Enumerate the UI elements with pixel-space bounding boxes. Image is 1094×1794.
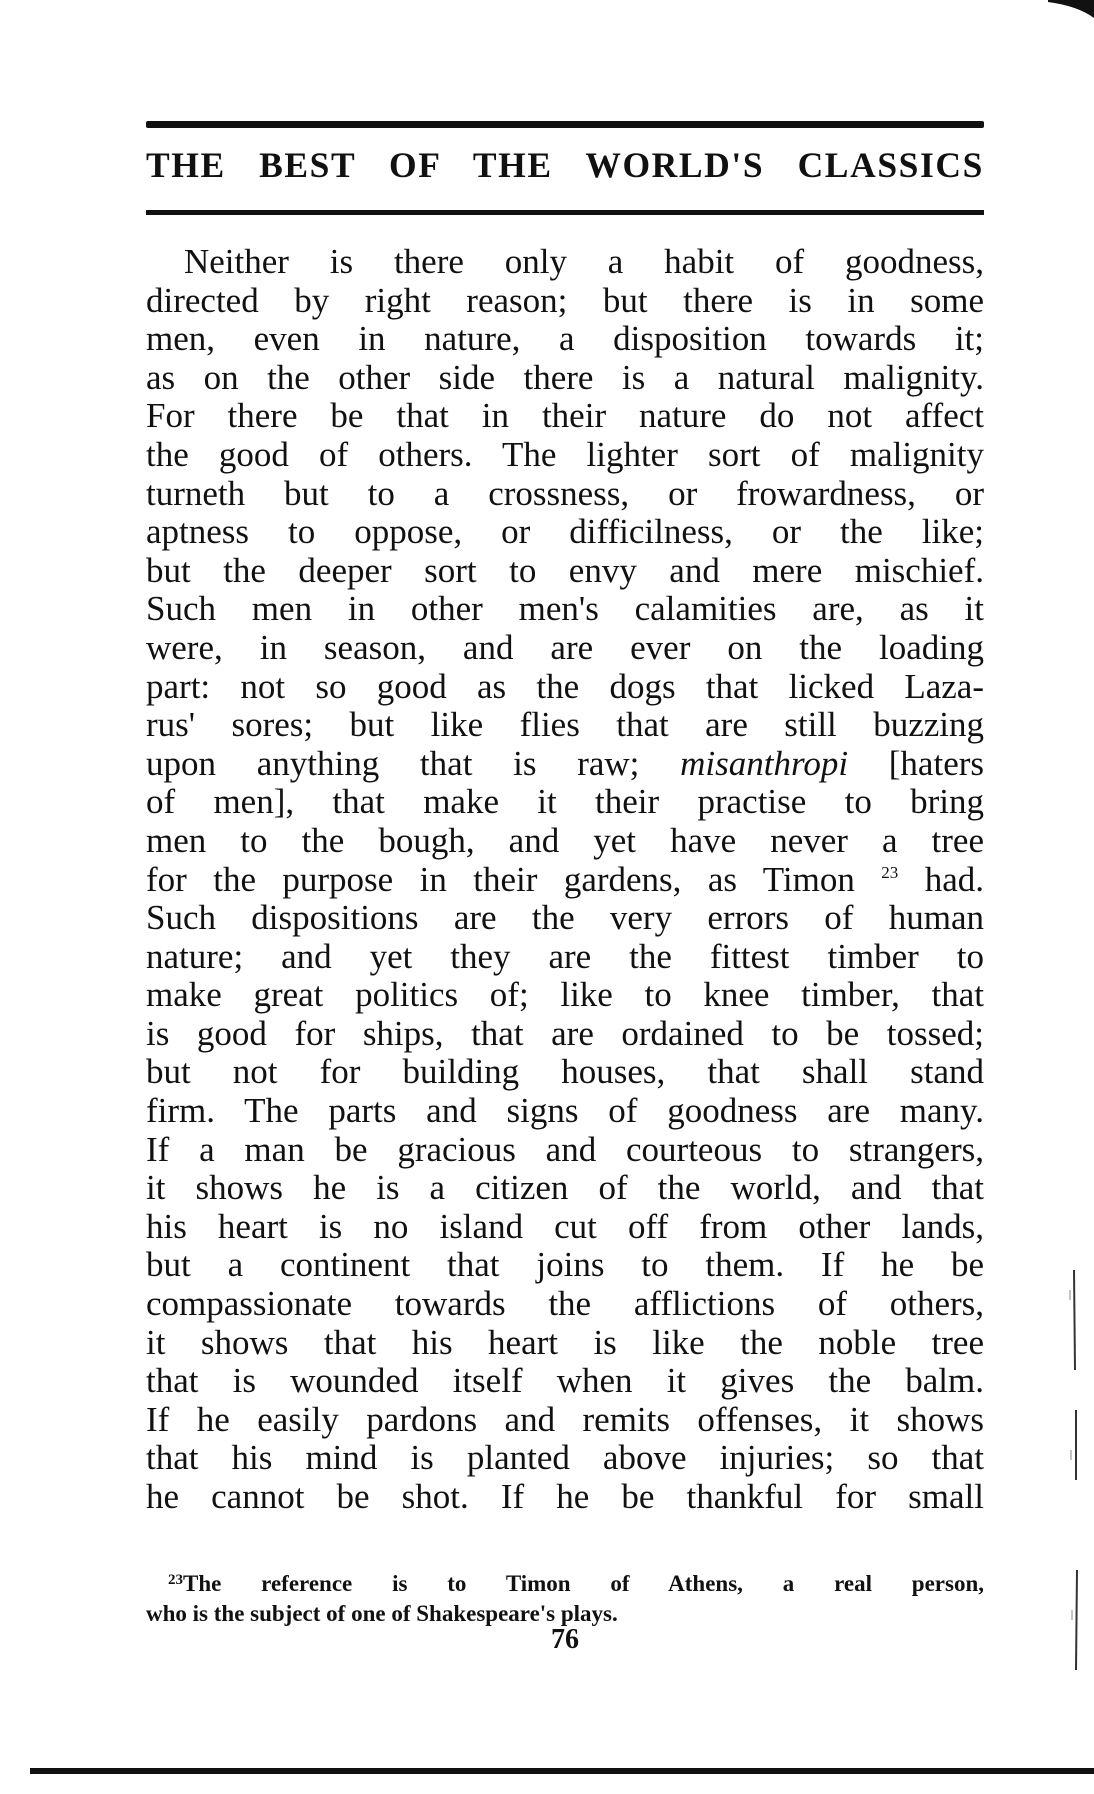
body-line: If a man be gracious and courteous to strangers, (146, 1129, 984, 1169)
body-line: but a continent that joins to them. If he be (146, 1245, 984, 1285)
body-line: make great politics of; like to knee timber, that (146, 975, 984, 1015)
body-line: were, in season, and are ever on the loading (146, 627, 984, 667)
footnote-text-1: The reference is to Timon of Athens, a real person, (183, 1571, 984, 1596)
body-line-text: had. (924, 859, 985, 899)
body-line: turneth but to a crossness, or frowardness, or (146, 473, 984, 513)
body-line: If he easily pardons and remits offenses, it shows (146, 1399, 984, 1439)
body-line: but the deeper sort to envy and mere mischief. (146, 550, 984, 590)
body-line: as on the other side there is a natural malignity. (146, 357, 984, 397)
body-line (146, 861, 984, 900)
footnote (146, 1569, 984, 1629)
body-line: his heart is no island cut off from other lands, (146, 1206, 984, 1246)
body-line-text: [haters (888, 743, 985, 783)
body-line: he cannot be shot. If he be thankful for small (146, 1477, 984, 1516)
top-rule (146, 121, 984, 128)
body-line: For there be that in their nature do not affect (146, 396, 984, 436)
page-corner-mark (1048, 0, 1094, 18)
body-line: that is wounded itself when it gives the balm. (146, 1361, 984, 1401)
body-line: part: not so good as the dogs that licked Laza- (146, 666, 984, 706)
body-line: but not for building houses, that shall stand (146, 1052, 984, 1092)
header-rule (146, 210, 984, 215)
body-line: nature; and yet they are the fittest timber to (146, 936, 984, 976)
body-line: it shows that his heart is like the noble tree (146, 1322, 984, 1362)
body-line: it shows he is a citizen of the world, and that (146, 1168, 984, 1208)
body-line: firm. The parts and signs of goodness are many. (146, 1091, 984, 1131)
bottom-rule (30, 1768, 1094, 1774)
body-line (146, 745, 984, 784)
body-line: Such men in other men's calamities are, as it (146, 589, 984, 629)
footnote-marker: 23 (168, 1572, 183, 1588)
body-line-text: for the purpose in their gardens, as Timon (146, 859, 855, 899)
page-edge-marks (1058, 1150, 1088, 1690)
body-line: of men], that make it their practise to bring (146, 782, 984, 822)
body-line: men to the bough, and yet have never a tree (146, 820, 984, 860)
footnote-reference[interactable]: 23 (881, 862, 899, 882)
body-line: the good of others. The lighter sort of malignity (146, 434, 984, 474)
italic-term: misanthropi (680, 743, 849, 783)
body-line: is good for ships, that are ordained to be tossed; (146, 1013, 984, 1053)
body-line: that his mind is planted above injuries; so that (146, 1438, 984, 1478)
body-line: directed by right reason; but there is in some (146, 280, 984, 320)
body-line: aptness to oppose, or difficilness, or the like; (146, 512, 984, 552)
body-line: compassionate towards the afflictions of others, (146, 1284, 984, 1324)
body-line-text: upon anything that is raw; (146, 743, 640, 783)
footnote-text-2: who is the subject of one of Shakespeare's plays. (146, 1601, 618, 1626)
running-head-title: THE BEST OF THE WORLD'S CLASSICS (146, 145, 984, 185)
body-text (146, 243, 984, 1517)
page-number: 76 (551, 1624, 579, 1655)
footnote-line-1 (146, 1569, 984, 1599)
body-line: Such dispositions are the very errors of human (146, 898, 984, 938)
body-line: rus' sores; but like flies that are still buzzing (146, 705, 984, 745)
body-line: men, even in nature, a disposition towards it; (146, 319, 984, 359)
body-line: Neither is there only a habit of goodness, (184, 242, 984, 281)
